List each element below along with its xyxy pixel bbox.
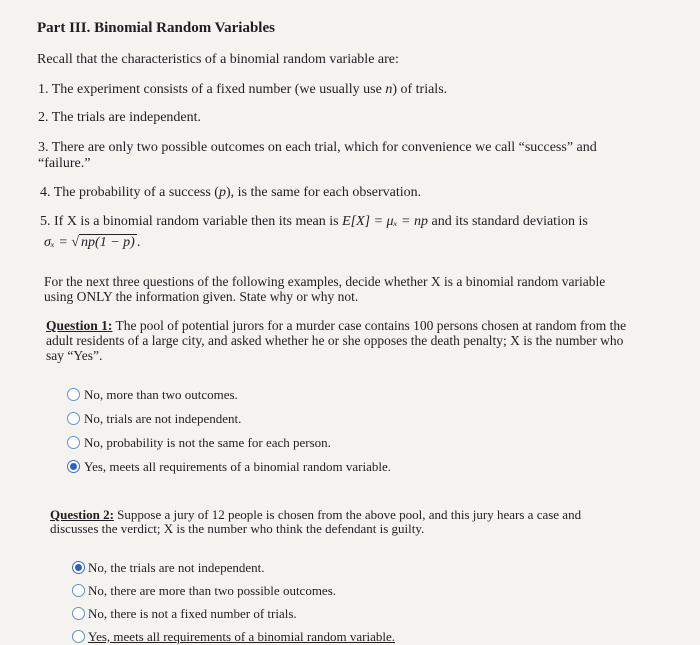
- characteristic-1-var: n: [385, 82, 393, 97]
- q1-option-1-label[interactable]: No, more than two outcomes.: [84, 387, 238, 402]
- characteristic-1-pre: 1. The experiment consists of a fixed number (we usually use: [38, 82, 386, 97]
- sd-formula: [44, 234, 140, 251]
- q2-option-4-radio[interactable]: [72, 630, 85, 643]
- q2-option-4-label[interactable]: Yes, meets all requirements of a binomial random variable.: [88, 629, 395, 644]
- q1-option-2-label[interactable]: No, trials are not independent.: [84, 411, 242, 426]
- sd-lhs: σₓ =: [44, 235, 68, 250]
- q2-option-3-label[interactable]: No, there is not a fixed number of trials.: [88, 606, 297, 621]
- q2-option-2-label[interactable]: No, there are more than two possible outcomes.: [88, 583, 337, 598]
- question-2-line2: discusses the verdict; X is the number who think the defendant is guilty.: [50, 521, 425, 536]
- characteristic-5-pre: 5. If X is a binomial random variable then its mean is: [40, 214, 343, 229]
- q1-option-4-label[interactable]: Yes, meets all requirements of a binomial random variable.: [84, 459, 391, 474]
- question-1-label: Question 1:: [46, 318, 113, 333]
- characteristic-1: [38, 82, 447, 98]
- mean-formula: E[X] = μₓ = np: [342, 214, 428, 229]
- part-title: Part III. Binomial Random Variables: [37, 20, 275, 36]
- sd-period: .: [136, 235, 141, 250]
- q1-option-3-radio[interactable]: [67, 436, 80, 449]
- question-1-line2: adult residents of a large city, and asked whether he or she opposes the death penalty; X is the number who: [46, 333, 624, 348]
- sd-radicand: np(1 − p): [81, 235, 135, 250]
- characteristic-5: [40, 214, 588, 230]
- q2-option-3-radio[interactable]: [72, 607, 85, 620]
- characteristic-4-pre: 4. The probability of a success (: [40, 185, 219, 200]
- q1-option-4-radio-selected[interactable]: [67, 460, 80, 473]
- question-2-label: Question 2:: [50, 507, 114, 522]
- characteristic-1-post: ) of trials.: [392, 82, 448, 97]
- characteristic-4-var: p: [218, 185, 226, 200]
- instructions-line1: For the next three questions of the following examples, decide whether X is a binomial random variable: [44, 274, 606, 289]
- q1-option-1-radio[interactable]: [67, 388, 80, 401]
- q2-option-1-radio-selected[interactable]: [72, 561, 85, 574]
- q1-option-3-label[interactable]: No, probability is not the same for each person.: [84, 435, 331, 450]
- instructions-line2: using ONLY the information given. State why or why not.: [44, 289, 359, 304]
- question-2-text-line1: Suppose a jury of 12 people is chosen from the above pool, and this jury hears a case and: [113, 507, 582, 522]
- question-1-line1: [46, 318, 626, 334]
- characteristic-4: [40, 185, 421, 201]
- characteristic-3-line1: 3. There are only two possible outcomes on each trial, which for convenience we call “success” and: [38, 140, 597, 155]
- characteristic-5-post: and its standard deviation is: [428, 214, 588, 229]
- characteristic-3-line2: “failure.”: [38, 156, 91, 171]
- characteristic-4-post: ), is the same for each observation.: [225, 185, 422, 200]
- q2-option-1-label[interactable]: No, the trials are not independent.: [88, 560, 265, 575]
- q1-option-2-radio[interactable]: [67, 412, 80, 425]
- question-1-line3: say “Yes”.: [46, 348, 103, 363]
- intro-text: Recall that the characteristics of a binomial random variable are:: [37, 52, 399, 67]
- sqrt-symbol: √ np(1 − p): [71, 235, 135, 250]
- characteristic-2: 2. The trials are independent.: [38, 110, 202, 125]
- question-1-text-line1: The pool of potential jurors for a murder case contains 100 persons chosen at random from the: [112, 318, 627, 333]
- q2-option-2-radio[interactable]: [72, 584, 85, 597]
